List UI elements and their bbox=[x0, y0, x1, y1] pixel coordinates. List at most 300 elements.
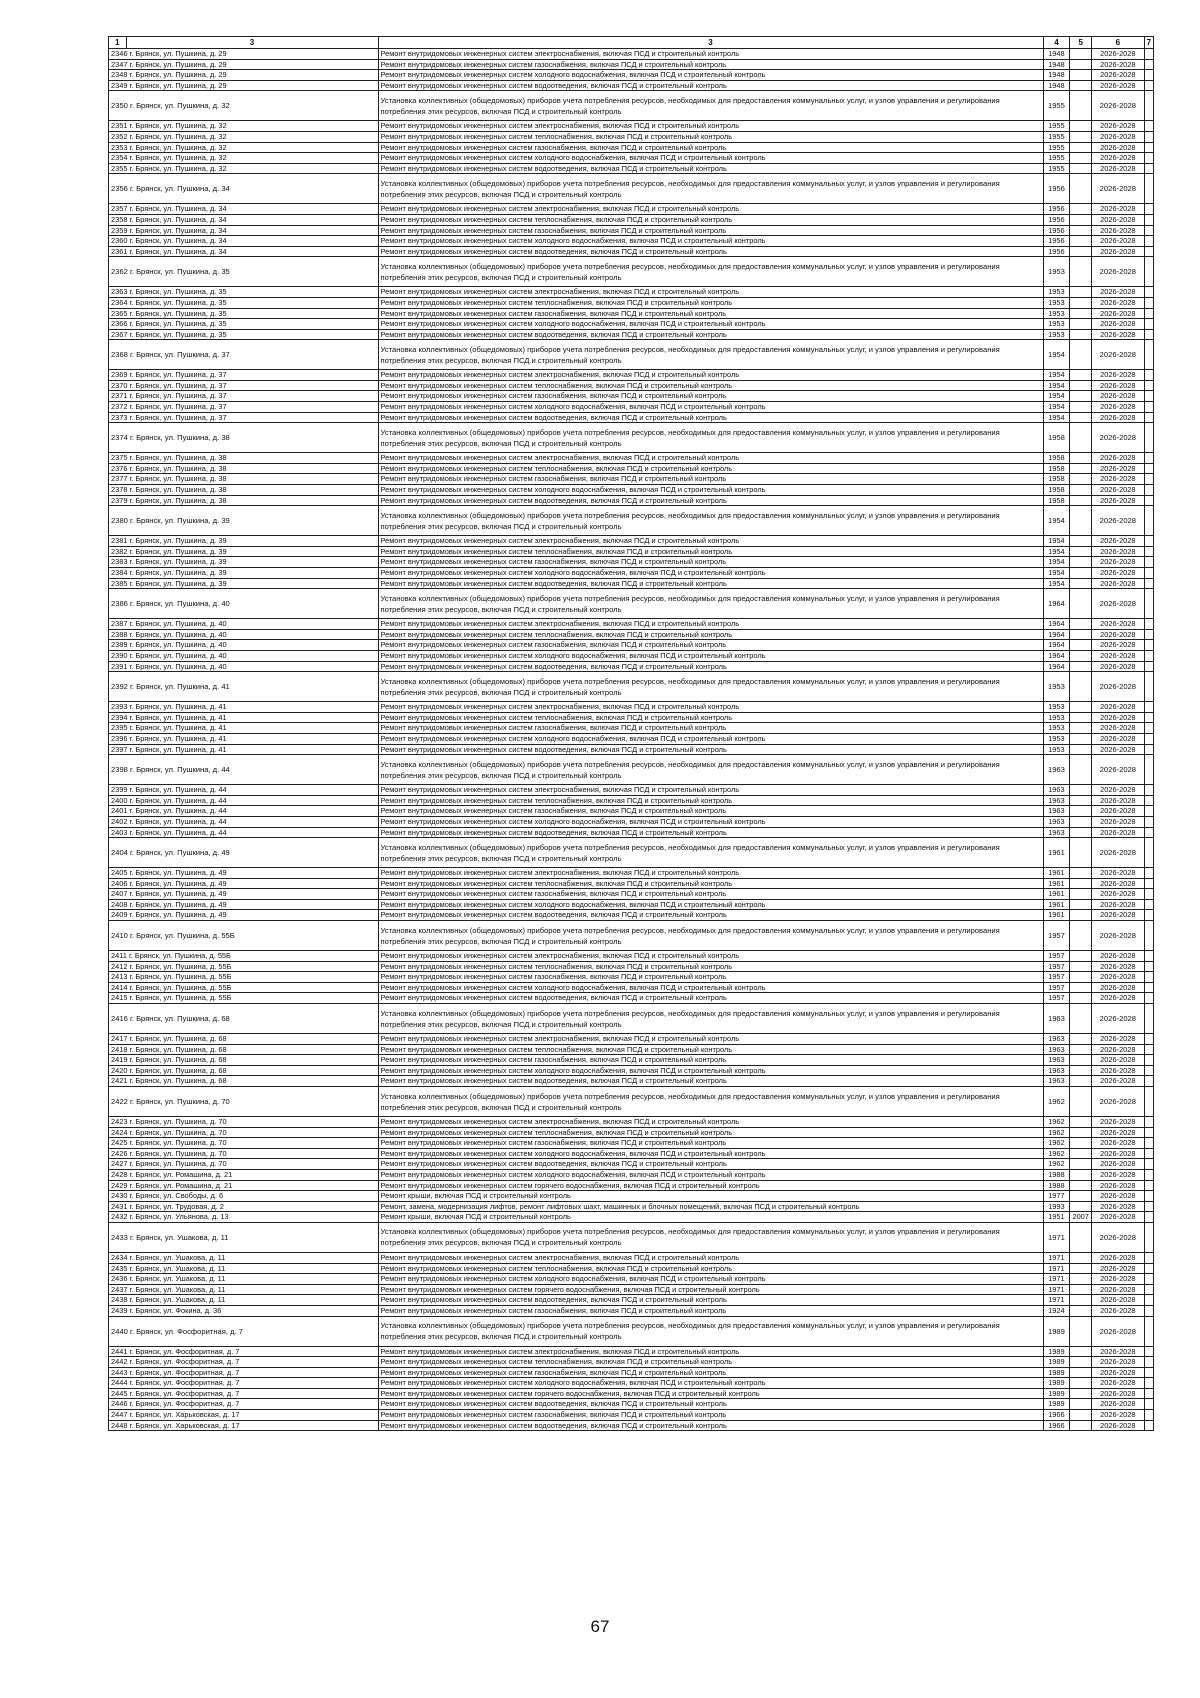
address: г. Брянск, ул. Пушкина, д. 39 bbox=[127, 546, 227, 556]
address: г. Брянск, ул. Фосфоритная, д. 7 bbox=[127, 1388, 240, 1398]
table-row bbox=[109, 816, 1154, 827]
extra-cell bbox=[1144, 1159, 1153, 1170]
table-row bbox=[109, 795, 1154, 806]
work-description: Ремонт внутридомовых инженерных систем электроснабжения, включая ПСД и строительный контроль bbox=[378, 1346, 1043, 1357]
build-year: 1954 bbox=[1043, 340, 1070, 370]
last-repair-year bbox=[1070, 391, 1092, 402]
table-row bbox=[109, 1159, 1154, 1170]
work-description: Ремонт внутридомовых инженерных систем холодного водоснабжения, включая ПСД и строительный контроль bbox=[378, 236, 1043, 247]
build-year: 1964 bbox=[1043, 640, 1070, 651]
last-repair-year bbox=[1070, 1117, 1092, 1128]
row-number-address-cell bbox=[109, 899, 379, 910]
build-year: 1961 bbox=[1043, 889, 1070, 900]
table-row bbox=[109, 370, 1154, 381]
extra-cell bbox=[1144, 1388, 1153, 1399]
build-year: 1958 bbox=[1043, 453, 1070, 464]
table-row bbox=[109, 214, 1154, 225]
last-repair-year bbox=[1070, 1357, 1092, 1368]
extra-cell bbox=[1144, 712, 1153, 723]
table-row bbox=[109, 589, 1154, 619]
extra-cell bbox=[1144, 495, 1153, 506]
row-number: 2393 bbox=[111, 702, 128, 712]
build-year: 1962 bbox=[1043, 1148, 1070, 1159]
build-year: 1971 bbox=[1043, 1263, 1070, 1274]
last-repair-year bbox=[1070, 80, 1092, 91]
extra-cell bbox=[1144, 308, 1153, 319]
extra-cell bbox=[1144, 142, 1153, 153]
row-number: 2355 bbox=[111, 163, 128, 173]
row-number-address-cell bbox=[109, 1316, 379, 1346]
build-year: 1961 bbox=[1043, 910, 1070, 921]
row-number-address-cell bbox=[109, 287, 379, 298]
work-description: Ремонт внутридомовых инженерных систем водоотведения, включая ПСД и строительный контроль bbox=[378, 163, 1043, 174]
row-number: 2428 bbox=[111, 1169, 128, 1179]
planned-period: 2026-2028 bbox=[1092, 910, 1145, 921]
extra-cell bbox=[1144, 287, 1153, 298]
work-description: Ремонт внутридомовых инженерных систем водоотведения, включая ПСД и строительный контроль bbox=[378, 1420, 1043, 1431]
extra-cell bbox=[1144, 921, 1153, 951]
row-number: 2375 bbox=[111, 453, 128, 463]
work-description: Ремонт внутридомовых инженерных систем газоснабжения, включая ПСД и строительный контроль bbox=[378, 391, 1043, 402]
table-row bbox=[109, 1346, 1154, 1357]
extra-cell bbox=[1144, 672, 1153, 702]
last-repair-year bbox=[1070, 1420, 1092, 1431]
table-row bbox=[109, 640, 1154, 651]
build-year: 1954 bbox=[1043, 568, 1070, 579]
work-description: Ремонт внутридомовых инженерных систем электроснабжения, включая ПСД и строительный контроль bbox=[378, 619, 1043, 630]
last-repair-year bbox=[1070, 589, 1092, 619]
planned-period: 2026-2028 bbox=[1092, 1263, 1145, 1274]
row-number: 2365 bbox=[111, 308, 128, 318]
build-year: 1955 bbox=[1043, 142, 1070, 153]
extra-cell bbox=[1144, 257, 1153, 287]
address: г. Брянск, ул. Пушкина, д. 34 bbox=[127, 236, 227, 246]
work-description: Установка коллективных (общедомовых) приборов учета потребления ресурсов, необходимых для предоставления коммунальных услуг, и узлов управления и регулирования потребления этих ресурсов, включая ПСД и строительный контроль bbox=[378, 91, 1043, 121]
row-number-address-cell bbox=[109, 453, 379, 464]
planned-period: 2026-2028 bbox=[1092, 972, 1145, 983]
row-number-address-cell bbox=[109, 153, 379, 164]
work-description: Ремонт внутридомовых инженерных систем теплоснабжения, включая ПСД и строительный контроль bbox=[378, 961, 1043, 972]
last-repair-year bbox=[1070, 1044, 1092, 1055]
extra-cell bbox=[1144, 961, 1153, 972]
table-row bbox=[109, 225, 1154, 236]
build-year: 1963 bbox=[1043, 1004, 1070, 1034]
build-year: 1989 bbox=[1043, 1357, 1070, 1368]
table-row bbox=[109, 453, 1154, 464]
row-number: 2399 bbox=[111, 785, 128, 795]
planned-period: 2026-2028 bbox=[1092, 1410, 1145, 1421]
row-number-address-cell bbox=[109, 1222, 379, 1252]
build-year: 1961 bbox=[1043, 838, 1070, 868]
work-description: Ремонт внутридомовых инженерных систем холодного водоснабжения, включая ПСД и строительный контроль bbox=[378, 485, 1043, 496]
last-repair-year bbox=[1070, 982, 1092, 993]
row-number: 2427 bbox=[111, 1159, 128, 1169]
planned-period: 2026-2028 bbox=[1092, 1065, 1145, 1076]
address: г. Брянск, ул. Пушкина, д. 68 bbox=[127, 1034, 227, 1044]
table-row bbox=[109, 785, 1154, 796]
build-year: 1948 bbox=[1043, 80, 1070, 91]
row-number: 2385 bbox=[111, 578, 128, 588]
header-cell: 3 bbox=[126, 37, 378, 49]
work-description: Ремонт внутридомовых инженерных систем холодного водоснабжения, включая ПСД и строительный контроль bbox=[378, 1274, 1043, 1285]
last-repair-year bbox=[1070, 412, 1092, 423]
planned-period: 2026-2028 bbox=[1092, 672, 1145, 702]
row-number: 2415 bbox=[111, 993, 128, 1003]
planned-period: 2026-2028 bbox=[1092, 1367, 1145, 1378]
address: г. Брянск, ул. Пушкина, д. 49 bbox=[127, 889, 227, 899]
row-number-address-cell bbox=[109, 889, 379, 900]
row-number-address-cell bbox=[109, 589, 379, 619]
row-number-address-cell bbox=[109, 204, 379, 215]
planned-period: 2026-2028 bbox=[1092, 1305, 1145, 1316]
build-year: 1956 bbox=[1043, 214, 1070, 225]
row-number-address-cell bbox=[109, 733, 379, 744]
extra-cell bbox=[1144, 1274, 1153, 1285]
table-row bbox=[109, 578, 1154, 589]
work-description: Установка коллективных (общедомовых) приборов учета потребления ресурсов, необходимых для предоставления коммунальных услуг, и узлов управления и регулирования потребления этих ресурсов, включая ПСД и строительный контроль bbox=[378, 174, 1043, 204]
row-number: 2401 bbox=[111, 806, 128, 816]
extra-cell bbox=[1144, 1201, 1153, 1212]
last-repair-year bbox=[1070, 868, 1092, 879]
extra-cell bbox=[1144, 1076, 1153, 1087]
row-number-address-cell bbox=[109, 142, 379, 153]
build-year: 1962 bbox=[1043, 1138, 1070, 1149]
table-row bbox=[109, 1420, 1154, 1431]
row-number: 2437 bbox=[111, 1284, 128, 1294]
planned-period: 2026-2028 bbox=[1092, 412, 1145, 423]
row-number: 2354 bbox=[111, 153, 128, 163]
build-year: 1954 bbox=[1043, 412, 1070, 423]
row-number-address-cell bbox=[109, 972, 379, 983]
planned-period: 2026-2028 bbox=[1092, 1076, 1145, 1087]
last-repair-year bbox=[1070, 702, 1092, 713]
planned-period: 2026-2028 bbox=[1092, 878, 1145, 889]
planned-period: 2026-2028 bbox=[1092, 1388, 1145, 1399]
row-number-address-cell bbox=[109, 214, 379, 225]
address: г. Брянск, ул. Пушкина, д. 49 bbox=[127, 899, 227, 909]
planned-period: 2026-2028 bbox=[1092, 49, 1145, 60]
build-year: 1957 bbox=[1043, 951, 1070, 962]
extra-cell bbox=[1144, 463, 1153, 474]
last-repair-year bbox=[1070, 1263, 1092, 1274]
work-description: Ремонт внутридомовых инженерных систем теплоснабжения, включая ПСД и строительный контроль bbox=[378, 380, 1043, 391]
table-row bbox=[109, 1201, 1154, 1212]
address: г. Брянск, ул. Фосфоритная, д. 7 bbox=[127, 1367, 240, 1377]
row-number: 2347 bbox=[111, 59, 128, 69]
build-year: 1954 bbox=[1043, 380, 1070, 391]
row-number: 2442 bbox=[111, 1357, 128, 1367]
address: г. Брянск, ул. Пушкина, д. 44 bbox=[127, 816, 227, 826]
table-row bbox=[109, 546, 1154, 557]
build-year: 1955 bbox=[1043, 153, 1070, 164]
address: г. Брянск, ул. Пушкина, д. 29 bbox=[127, 49, 227, 58]
table-row bbox=[109, 412, 1154, 423]
extra-cell bbox=[1144, 329, 1153, 340]
extra-cell bbox=[1144, 1127, 1153, 1138]
work-description: Ремонт внутридомовых инженерных систем горячего водоснабжения, включая ПСД и строительный контроль bbox=[378, 1284, 1043, 1295]
row-number: 2381 bbox=[111, 536, 128, 546]
build-year: 1963 bbox=[1043, 785, 1070, 796]
address: г. Брянск, ул. Пушкина, д. 35 bbox=[127, 308, 227, 318]
last-repair-year bbox=[1070, 1410, 1092, 1421]
row-number-address-cell bbox=[109, 257, 379, 287]
work-description: Установка коллективных (общедомовых) приборов учета потребления ресурсов, необходимых для предоставления коммунальных услуг, и узлов управления и регулирования потребления этих ресурсов, включая ПСД и строительный контроль bbox=[378, 921, 1043, 951]
address: г. Брянск, ул. Фосфоритная, д. 7 bbox=[127, 1357, 240, 1367]
planned-period: 2026-2028 bbox=[1092, 806, 1145, 817]
build-year: 1951 bbox=[1043, 1212, 1070, 1223]
planned-period: 2026-2028 bbox=[1092, 1004, 1145, 1034]
last-repair-year bbox=[1070, 70, 1092, 81]
build-year: 1957 bbox=[1043, 993, 1070, 1004]
row-number-address-cell bbox=[109, 163, 379, 174]
row-number-address-cell bbox=[109, 340, 379, 370]
row-number-address-cell bbox=[109, 402, 379, 413]
header-cell: 3 bbox=[378, 37, 1043, 49]
last-repair-year bbox=[1070, 287, 1092, 298]
last-repair-year bbox=[1070, 204, 1092, 215]
last-repair-year bbox=[1070, 1148, 1092, 1159]
table-row bbox=[109, 142, 1154, 153]
extra-cell bbox=[1144, 91, 1153, 121]
work-description: Ремонт внутридомовых инженерных систем газоснабжения, включая ПСД и строительный контроль bbox=[378, 972, 1043, 983]
address: г. Брянск, ул. Харьковская, д. 17 bbox=[127, 1420, 240, 1430]
address: г. Брянск, ул. Ушакова, д. 11 bbox=[127, 1284, 226, 1294]
extra-cell bbox=[1144, 661, 1153, 672]
row-number: 2436 bbox=[111, 1274, 128, 1284]
work-description: Установка коллективных (общедомовых) приборов учета потребления ресурсов, необходимых для предоставления коммунальных услуг, и узлов управления и регулирования потребления этих ресурсов, включая ПСД и строительный контроль bbox=[378, 672, 1043, 702]
table-row bbox=[109, 733, 1154, 744]
page-number: 67 bbox=[590, 1617, 610, 1636]
last-repair-year bbox=[1070, 1201, 1092, 1212]
build-year: 1964 bbox=[1043, 650, 1070, 661]
table-row bbox=[109, 1044, 1154, 1055]
address: г. Брянск, ул. Пушкина, д. 55Б bbox=[127, 972, 232, 982]
build-year: 1971 bbox=[1043, 1295, 1070, 1306]
planned-period: 2026-2028 bbox=[1092, 131, 1145, 142]
table-row bbox=[109, 340, 1154, 370]
address: г. Брянск, ул. Пушкина, д. 35 bbox=[127, 297, 227, 307]
row-number: 2443 bbox=[111, 1367, 128, 1377]
planned-period: 2026-2028 bbox=[1092, 838, 1145, 868]
work-description: Установка коллективных (общедомовых) приборов учета потребления ресурсов, необходимых для предоставления коммунальных услуг, и узлов управления и регулирования потребления этих ресурсов, включая ПСД и строительный контроль bbox=[378, 1222, 1043, 1252]
row-number: 2371 bbox=[111, 391, 128, 401]
address: г. Брянск, ул. Пушкина, д. 32 bbox=[127, 163, 227, 173]
planned-period: 2026-2028 bbox=[1092, 795, 1145, 806]
row-number-address-cell bbox=[109, 1284, 379, 1295]
planned-period: 2026-2028 bbox=[1092, 257, 1145, 287]
extra-cell bbox=[1144, 972, 1153, 983]
build-year: 1989 bbox=[1043, 1316, 1070, 1346]
extra-cell bbox=[1144, 1180, 1153, 1191]
row-number-address-cell bbox=[109, 629, 379, 640]
table-row bbox=[109, 391, 1154, 402]
extra-cell bbox=[1144, 806, 1153, 817]
last-repair-year bbox=[1070, 329, 1092, 340]
extra-cell bbox=[1144, 1410, 1153, 1421]
last-repair-year bbox=[1070, 827, 1092, 838]
row-number-address-cell bbox=[109, 1180, 379, 1191]
address: г. Брянск, ул. Пушкина, д. 70 bbox=[127, 1127, 227, 1137]
row-number-address-cell bbox=[109, 546, 379, 557]
table-row bbox=[109, 899, 1154, 910]
planned-period: 2026-2028 bbox=[1092, 1034, 1145, 1045]
work-description: Ремонт внутридомовых инженерных систем электроснабжения, включая ПСД и строительный контроль bbox=[378, 536, 1043, 547]
last-repair-year bbox=[1070, 174, 1092, 204]
row-number-address-cell bbox=[109, 412, 379, 423]
row-number-address-cell bbox=[109, 380, 379, 391]
address: г. Брянск, ул. Пушкина, д. 34 bbox=[127, 246, 227, 256]
extra-cell bbox=[1144, 1148, 1153, 1159]
planned-period: 2026-2028 bbox=[1092, 163, 1145, 174]
build-year: 1953 bbox=[1043, 257, 1070, 287]
address: г. Брянск, ул. Свободы, д. 6 bbox=[127, 1191, 224, 1201]
build-year: 1989 bbox=[1043, 1346, 1070, 1357]
row-number-address-cell bbox=[109, 1367, 379, 1378]
row-number: 2433 bbox=[111, 1232, 128, 1242]
address: г. Брянск, ул. Пушкина, д. 55Б bbox=[127, 961, 232, 971]
build-year: 1963 bbox=[1043, 795, 1070, 806]
row-number: 2441 bbox=[111, 1346, 128, 1356]
row-number: 2348 bbox=[111, 70, 128, 80]
build-year: 1954 bbox=[1043, 506, 1070, 536]
build-year: 1954 bbox=[1043, 578, 1070, 589]
planned-period: 2026-2028 bbox=[1092, 402, 1145, 413]
row-number: 2384 bbox=[111, 568, 128, 577]
planned-period: 2026-2028 bbox=[1092, 380, 1145, 391]
build-year: 1953 bbox=[1043, 672, 1070, 702]
planned-period: 2026-2028 bbox=[1092, 1148, 1145, 1159]
row-number-address-cell bbox=[109, 785, 379, 796]
last-repair-year bbox=[1070, 506, 1092, 536]
work-description: Ремонт внутридомовых инженерных систем газоснабжения, включая ПСД и строительный контроль bbox=[378, 474, 1043, 485]
row-number: 2408 bbox=[111, 899, 128, 909]
planned-period: 2026-2028 bbox=[1092, 1420, 1145, 1431]
row-number: 2379 bbox=[111, 495, 128, 505]
address: г. Брянск, ул. Пушкина, д. 44 bbox=[127, 765, 230, 775]
address: г. Брянск, ул. Пушкина, д. 39 bbox=[127, 536, 227, 546]
row-number: 2346 bbox=[111, 49, 128, 58]
last-repair-year bbox=[1070, 1191, 1092, 1202]
last-repair-year bbox=[1070, 546, 1092, 557]
work-description: Ремонт внутридомовых инженерных систем водоотведения, включая ПСД и строительный контроль bbox=[378, 661, 1043, 672]
address: г. Брянск, ул. Пушкина, д. 68 bbox=[127, 1065, 227, 1075]
work-description: Ремонт внутридомовых инженерных систем газоснабжения, включая ПСД и строительный контроль bbox=[378, 1367, 1043, 1378]
planned-period: 2026-2028 bbox=[1092, 474, 1145, 485]
extra-cell bbox=[1144, 1087, 1153, 1117]
planned-period: 2026-2028 bbox=[1092, 1212, 1145, 1223]
row-number-address-cell bbox=[109, 795, 379, 806]
row-number-address-cell bbox=[109, 329, 379, 340]
last-repair-year bbox=[1070, 153, 1092, 164]
work-description: Установка коллективных (общедомовых) приборов учета потребления ресурсов, необходимых для предоставления коммунальных услуг, и узлов управления и регулирования потребления этих ресурсов, включая ПСД и строительный контроль bbox=[378, 838, 1043, 868]
last-repair-year bbox=[1070, 308, 1092, 319]
address: г. Брянск, ул. Пушкина, д. 34 bbox=[127, 204, 227, 214]
planned-period: 2026-2028 bbox=[1092, 1346, 1145, 1357]
build-year: 1964 bbox=[1043, 661, 1070, 672]
address: г. Брянск, ул. Пушкина, д. 34 bbox=[127, 184, 230, 194]
table-row bbox=[109, 495, 1154, 506]
last-repair-year bbox=[1070, 1388, 1092, 1399]
table-row bbox=[109, 868, 1154, 879]
address: г. Брянск, ул. Ромашина, д. 21 bbox=[127, 1169, 233, 1179]
extra-cell bbox=[1144, 1305, 1153, 1316]
planned-period: 2026-2028 bbox=[1092, 1357, 1145, 1368]
last-repair-year bbox=[1070, 785, 1092, 796]
last-repair-year bbox=[1070, 816, 1092, 827]
build-year: 1953 bbox=[1043, 308, 1070, 319]
build-year: 1989 bbox=[1043, 1399, 1070, 1410]
planned-period: 2026-2028 bbox=[1092, 1252, 1145, 1263]
planned-period: 2026-2028 bbox=[1092, 723, 1145, 734]
address: г. Брянск, ул. Пушкина, д. 41 bbox=[127, 733, 227, 743]
last-repair-year bbox=[1070, 1274, 1092, 1285]
address: г. Брянск, ул. Ушакова, д. 11 bbox=[127, 1295, 226, 1305]
table-row bbox=[109, 1410, 1154, 1421]
row-number-address-cell bbox=[109, 319, 379, 330]
table-row bbox=[109, 463, 1154, 474]
row-number-address-cell bbox=[109, 308, 379, 319]
last-repair-year bbox=[1070, 370, 1092, 381]
planned-period: 2026-2028 bbox=[1092, 1117, 1145, 1128]
work-description: Ремонт внутридомовых инженерных систем холодного водоснабжения, включая ПСД и строительный контроль bbox=[378, 402, 1043, 413]
row-number: 2419 bbox=[111, 1055, 128, 1065]
row-number-address-cell bbox=[109, 1252, 379, 1263]
row-number: 2360 bbox=[111, 236, 128, 246]
extra-cell bbox=[1144, 1399, 1153, 1410]
extra-cell bbox=[1144, 204, 1153, 215]
planned-period: 2026-2028 bbox=[1092, 1159, 1145, 1170]
work-description: Ремонт внутридомовых инженерных систем теплоснабжения, включая ПСД и строительный контроль bbox=[378, 1127, 1043, 1138]
extra-cell bbox=[1144, 1222, 1153, 1252]
extra-cell bbox=[1144, 723, 1153, 734]
row-number: 2430 bbox=[111, 1191, 128, 1201]
planned-period: 2026-2028 bbox=[1092, 297, 1145, 308]
table-row bbox=[109, 744, 1154, 755]
extra-cell bbox=[1144, 225, 1153, 236]
work-description: Ремонт внутридомовых инженерных систем холодного водоснабжения, включая ПСД и строительный контроль bbox=[378, 1065, 1043, 1076]
extra-cell bbox=[1144, 1212, 1153, 1223]
row-number-address-cell bbox=[109, 1127, 379, 1138]
last-repair-year bbox=[1070, 1087, 1092, 1117]
table-row bbox=[109, 1148, 1154, 1159]
row-number-address-cell bbox=[109, 1076, 379, 1087]
address: г. Брянск, ул. Пушкина, д. 44 bbox=[127, 806, 227, 816]
row-number: 2357 bbox=[111, 204, 128, 214]
extra-cell bbox=[1144, 795, 1153, 806]
build-year: 1956 bbox=[1043, 246, 1070, 257]
planned-period: 2026-2028 bbox=[1092, 1138, 1145, 1149]
row-number: 2397 bbox=[111, 744, 128, 754]
row-number: 2383 bbox=[111, 557, 128, 567]
build-year: 1971 bbox=[1043, 1222, 1070, 1252]
planned-period: 2026-2028 bbox=[1092, 1201, 1145, 1212]
row-number-address-cell bbox=[109, 391, 379, 402]
row-number: 2382 bbox=[111, 546, 128, 556]
extra-cell bbox=[1144, 1295, 1153, 1306]
build-year: 1963 bbox=[1043, 827, 1070, 838]
row-number: 2366 bbox=[111, 319, 128, 329]
work-description: Ремонт крыши, включая ПСД и строительный контроль bbox=[378, 1191, 1043, 1202]
table-row bbox=[109, 1117, 1154, 1128]
work-description: Ремонт крыши, включая ПСД и строительный контроль bbox=[378, 1212, 1043, 1223]
address: г. Брянск, ул. Пушкина, д. 40 bbox=[127, 640, 227, 650]
address: г. Брянск, ул. Пушкина, д. 32 bbox=[127, 101, 230, 111]
row-number: 2424 bbox=[111, 1127, 128, 1137]
row-number-address-cell bbox=[109, 910, 379, 921]
row-number-address-cell bbox=[109, 578, 379, 589]
row-number-address-cell bbox=[109, 1346, 379, 1357]
row-number: 2416 bbox=[111, 1014, 128, 1024]
